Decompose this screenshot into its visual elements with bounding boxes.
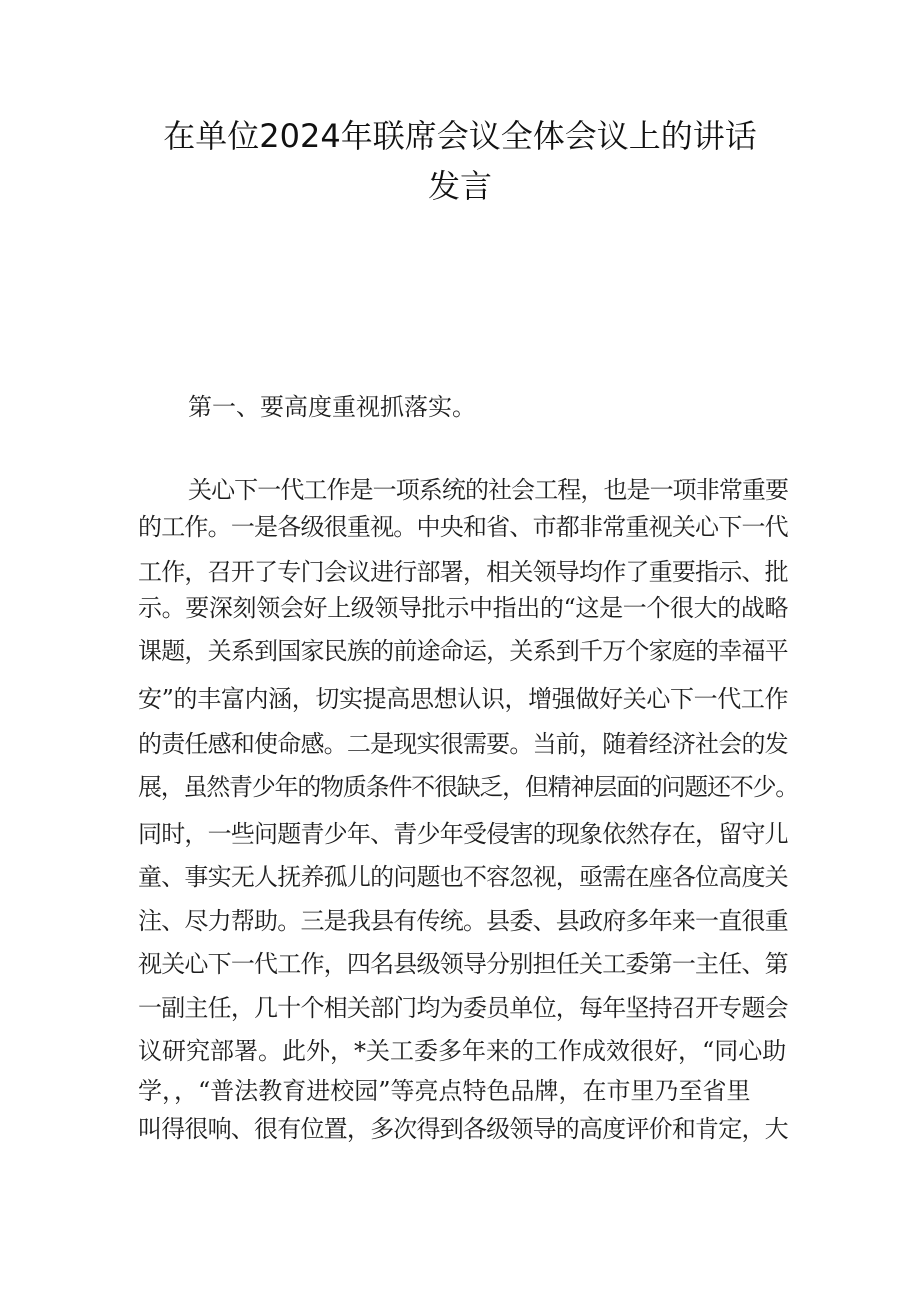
paragraph-line: 一副主任，几十个相关部门均为委员单位，每年坚持召开专题会 [138,994,788,1022]
paragraph-line: 课题，关系到国家民族的前途命运，关系到千万个家庭的幸福平 [138,637,788,665]
paragraph-line: 学，，“普法教育进校园”等亮点特色品牌，在市里乃至省里 [138,1077,751,1105]
section-heading: 第一、要高度重视抓落实。 [188,393,476,421]
paragraph-line: 议研究部署。此外，*关工委多年来的工作成效很好，“同心助 [138,1037,787,1065]
paragraph-line: 示。要深刻领会好上级领导批示中指出的“这是一个很大的战略 [138,594,788,622]
paragraph-line: 视关心下一代工作，四名县级领导分别担任关工委第一主任、第 [138,950,788,978]
paragraph-line: 展，虽然青少年的物质条件不很缺乏，但精神层面的问题还不少。 [138,773,798,801]
paragraph-line: 的责任感和使命感。二是现实很需要。当前，随着经济社会的发 [138,730,788,758]
paragraph-line: 的工作。一是各级很重视。中央和省、市都非常重视关心下一代 [138,513,788,541]
paragraph-line: 工作，召开了专门会议进行部署，相关领导均作了重要指示、批 [138,558,788,586]
document-title-line-2: 发言 [427,167,492,205]
paragraph-line: 注、尽力帮助。三是我县有传统。县委、县政府多年来一直很重 [138,907,788,935]
paragraph-line: 安”的丰富内涵，切实提高思想认识，增强做好关心下一代工作 [138,685,788,713]
paragraph-line: 同时，一些问题青少年、青少年受侵害的现象依然存在，留守儿 [138,820,788,848]
paragraph-line: 关心下一代工作是一项系统的社会工程，也是一项非常重要 [188,476,788,504]
document-title-line-1: 在单位2024年联席会议全体会议上的讲话 [163,117,757,155]
paragraph-line: 叫得很响、很有位置，多次得到各级领导的高度评价和肯定，大 [138,1115,788,1143]
paragraph-line: 童、事实无人抚养孤儿的问题也不容忽视，亟需在座各位高度关 [138,863,788,891]
